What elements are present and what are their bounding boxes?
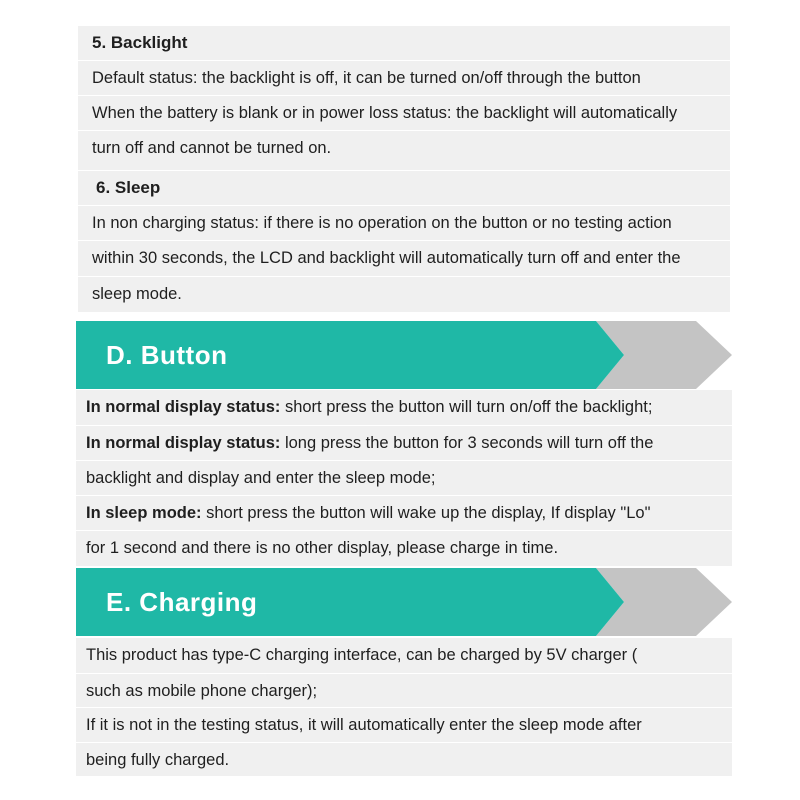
section-5-heading: 5. Backlight <box>92 33 188 52</box>
charging-line-4: being fully charged. <box>76 742 732 777</box>
charging-block <box>76 638 732 776</box>
section-6-line-1: In non charging status: if there is no operation on the button or no testing action <box>78 205 730 239</box>
button-line-1-bold: In normal display status: <box>86 398 281 416</box>
section-d-banner <box>76 321 732 389</box>
section-6-heading: 6. Sleep <box>78 170 730 204</box>
button-line-3-text: backlight and display and enter the sleep mode; <box>86 469 436 487</box>
section-6-line-2: within 30 seconds, the LCD and backlight will automatically turn off and enter the <box>78 240 730 274</box>
section-e-title: E. Charging <box>106 587 258 617</box>
charging-line-1: This product has type-C charging interface, can be charged by 5V charger ( <box>86 646 638 664</box>
charging-line-2: such as mobile phone charger); <box>76 673 732 708</box>
button-line-2-text: long press the button for 3 seconds will turn off the <box>280 434 654 452</box>
charging-line-3: If it is not in the testing status, it will automatically enter the sleep mode after <box>76 707 732 742</box>
button-line-2 <box>76 425 732 460</box>
section-5-line-3: turn off and cannot be turned on. <box>78 130 730 164</box>
button-line-3 <box>76 460 732 495</box>
section-d-title: D. Button <box>106 340 228 370</box>
button-line-2-bold: In normal display status: <box>86 434 281 452</box>
button-block <box>76 390 732 566</box>
button-line-5-text: for 1 second and there is no other display, please charge in time. <box>86 539 559 557</box>
button-line-5 <box>76 530 732 565</box>
button-line-4-bold: In sleep mode: <box>86 504 202 522</box>
section-6-line-3: sleep mode. <box>78 276 730 310</box>
section-e-banner <box>76 568 732 636</box>
button-line-1 <box>76 390 732 425</box>
button-line-4 <box>76 495 732 530</box>
button-line-1-text: short press the button will turn on/off the backlight; <box>280 398 653 416</box>
specs-block <box>78 26 730 312</box>
section-5-line-2: When the battery is blank or in power loss status: the backlight will automatically <box>78 95 730 129</box>
section-5-line-1: Default status: the backlight is off, it can be turned on/off through the button <box>78 60 730 94</box>
button-line-4-text: short press the button will wake up the display, If display "Lo" <box>201 504 651 522</box>
